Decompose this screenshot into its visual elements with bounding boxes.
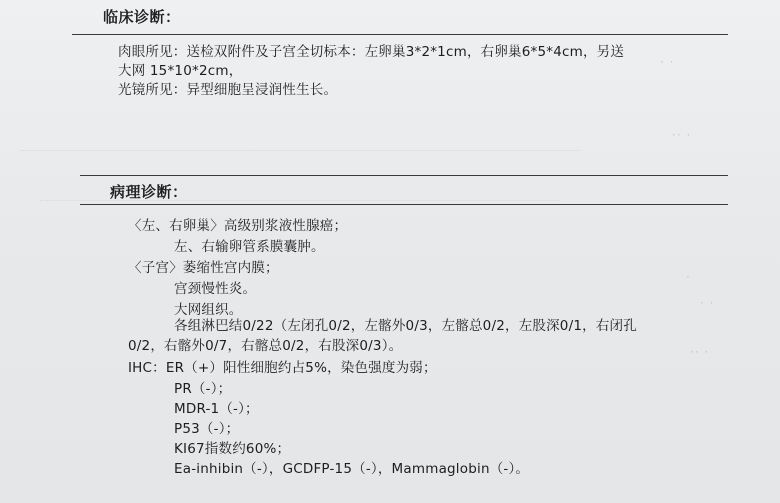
- ihc-line: P53（-）；: [174, 421, 240, 437]
- gross-findings-line-1: 肉眼所见：送检双附件及子宫全切标本：左卵巢3*2*1cm，右卵巢6*5*4cm，另送: [118, 44, 625, 60]
- bleed-through-mark: · ·: [700, 296, 715, 310]
- ihc-line: KI67指数约60%；: [174, 441, 291, 457]
- microscopic-findings: 光镜所见：异型细胞呈浸润性生长。: [118, 82, 338, 98]
- diagnosis-line: 大网组织。: [174, 302, 243, 318]
- pathology-diagnosis-heading: 病理诊断：: [110, 183, 188, 201]
- diagnosis-line: 〈子宫〉萎缩性宫内膜；: [128, 260, 279, 276]
- gross-findings-line-2: 大网 15*10*2cm，: [118, 63, 243, 79]
- pathology-divider-bottom: [80, 204, 728, 205]
- ihc-line: Ea-inhibin（-），GCDFP-15（-），Mammaglobin（-）。: [174, 461, 530, 477]
- ihc-line: PR（-）；: [174, 381, 232, 397]
- pathology-divider-top: [80, 175, 728, 176]
- bleed-through-mark: ·· ·: [672, 128, 692, 142]
- diagnosis-line: 〈左、右卵巢〉高级别浆液性腺癌；: [128, 218, 348, 234]
- ihc-line: MDR-1（-）；: [174, 401, 259, 417]
- diagnosis-line: 0/2，右髂外0/7，右髂总0/2，右股深0/3）。: [128, 338, 403, 354]
- clinical-diagnosis-heading: 临床诊断：: [103, 8, 181, 26]
- diagnosis-line: 左、右输卵管系膜囊肿。: [174, 239, 325, 255]
- bleed-through-mark: ·· ·: [690, 345, 710, 359]
- bleed-through-mark: ·: [686, 270, 691, 284]
- bleed-through-mark: · ·: [660, 55, 675, 69]
- diagnosis-line: 宫颈慢性炎。: [174, 281, 257, 297]
- bleed-through-mark: [20, 150, 580, 151]
- ihc-line: IHC：ER（+）阳性细胞约占5%，染色强度为弱；: [128, 360, 437, 376]
- clinical-divider: [72, 34, 728, 35]
- diagnosis-line: 各组淋巴结0/22（左闭孔0/2，左髂外0/3，左髂总0/2，左股深0/1，右闭孔: [174, 318, 637, 334]
